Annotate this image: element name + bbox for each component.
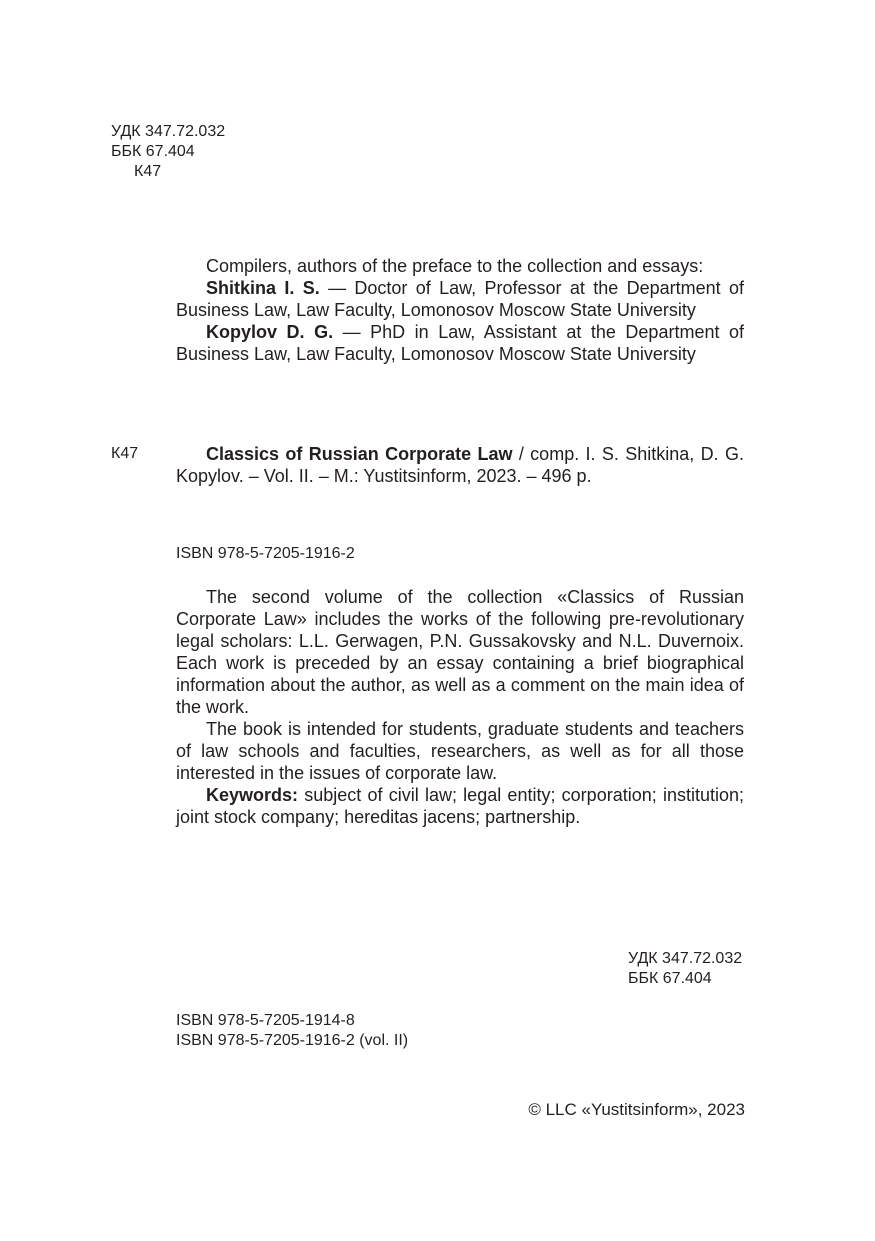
top-author-mark: К47 bbox=[134, 163, 162, 180]
abstract-paragraph-1: The second volume of the collection «Classics of Russian Corporate Law» includes the works of the following pre-revolutionary legal scholars: L.L. Gerwagen, P.N. Gussakovsky and N.L. Duvernoix. Each work is preceded by an essay containing a brief biographical information about the author, as well as a comment on the main idea of the work. bbox=[176, 587, 744, 717]
top-classification bbox=[111, 122, 225, 182]
compilers-block bbox=[176, 255, 744, 365]
top-bbk-code: ББК 67.404 bbox=[111, 143, 195, 160]
book-title: Classics of Russian Corporate Law bbox=[206, 444, 513, 464]
keywords-paragraph bbox=[176, 784, 744, 828]
compiler-description-1: — Doctor of Law, Professor at the Department of Business Law, Law Faculty, Lomonosov Moscow State University bbox=[176, 278, 744, 320]
isbn-list bbox=[176, 1011, 408, 1051]
compiler-entry-2 bbox=[176, 321, 744, 365]
bibliographic-entry bbox=[176, 443, 744, 487]
abstract-paragraph-2: The book is intended for students, graduate students and teachers of law schools and faculties, researchers, as well as for all those interested in the issues of corporate law. bbox=[176, 719, 744, 783]
compilers-intro: Compilers, authors of the preface to the collection and essays: bbox=[206, 256, 704, 276]
bibliographic-mark: К47 bbox=[111, 445, 139, 462]
isbn-vol-2: ISBN 978-5-7205-1916-2 (vol. II) bbox=[176, 1032, 409, 1049]
copyright-notice: © LLC «Yustitsinform», 2023 bbox=[528, 1100, 745, 1119]
isbn-set: ISBN 978-5-7205-1914-8 bbox=[176, 1012, 355, 1029]
keywords-label: Keywords: bbox=[206, 785, 299, 805]
keywords-text: subject of civil law; legal entity; corporation; institution; joint stock company; hereditas jacens; partnership. bbox=[176, 785, 744, 827]
isbn-volume: ISBN 978-5-7205-1916-2 bbox=[176, 545, 355, 562]
bottom-classification bbox=[628, 949, 742, 989]
compiler-name-1: Shitkina I. S. bbox=[206, 278, 320, 298]
compiler-name-2: Kopylov D. G. bbox=[206, 322, 334, 342]
bottom-udk-code: УДК 347.72.032 bbox=[628, 950, 743, 967]
top-udk-code: УДК 347.72.032 bbox=[111, 123, 226, 140]
abstract-block bbox=[176, 586, 744, 828]
compiler-description-2: — PhD in Law, Assistant at the Department of Business Law, Law Faculty, Lomonosov Moscow State University bbox=[176, 322, 745, 364]
bottom-bbk-code: ББК 67.404 bbox=[628, 970, 712, 987]
compiler-entry-1 bbox=[176, 277, 744, 321]
bibliographic-details: / comp. I. S. Shitkina, D. G. Kopylov. – Vol. II. – M.: Yustitsinform, 2023. – 496 p. bbox=[176, 444, 744, 486]
